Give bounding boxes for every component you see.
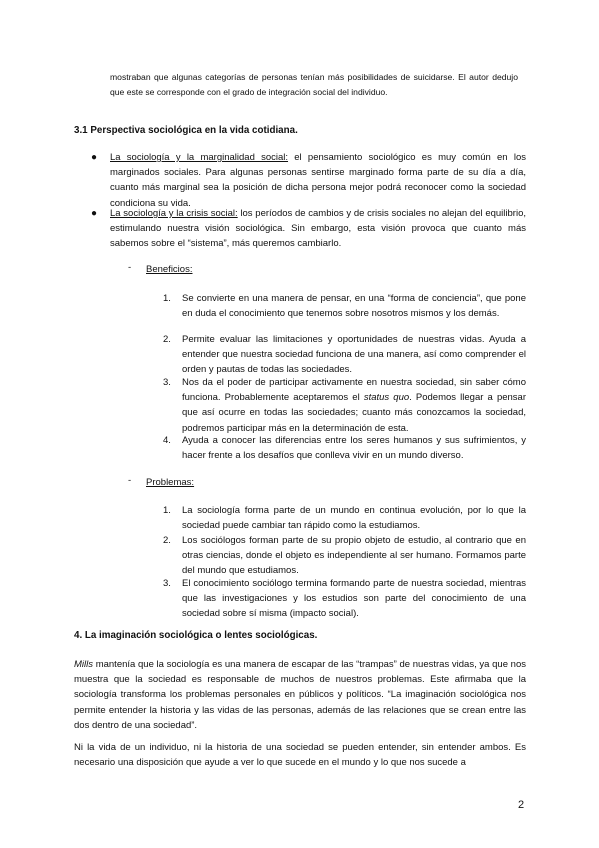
subsection-title-beneficios: Beneficios: xyxy=(146,264,193,275)
list-number: 4. xyxy=(163,435,171,446)
mills-italic: Mills xyxy=(74,659,93,670)
problem-item-1: La sociología forma parte de un mundo en continua evolución, por lo que la sociedad puede cambiar tan rápido como la estudiamos. xyxy=(182,505,526,532)
list-number: 1. xyxy=(163,293,171,304)
section-heading-3-1: 3.1 Perspectiva sociológica en la vida cotidiana. xyxy=(74,125,298,136)
bullet-item-marginalidad xyxy=(110,150,526,211)
bullet-text: los períodos de cambios y de crisis sociales no alejan del equilibrio, estimulando nuestra visión sociológica. Sin embargo, esta visión provoca que cuanto más sabemos sobre el “sistema”, más queremos cambiarlo. xyxy=(110,208,526,250)
section-heading-4: 4. La imaginación sociológica o lentes sociológicas. xyxy=(74,630,318,641)
bullet-item-crisis xyxy=(110,206,526,252)
benefit-item-4: Ayuda a conocer las diferencias entre los seres humanos y sus sufrimientos, y hacer frente a los desafíos que conlleva vivir en un mundo diverso. xyxy=(182,435,526,462)
benefit-item-2: Permite evaluar las limitaciones y oportunidades de nuestras vidas. Ayuda a entender que nuestra sociedad funciona de una manera, así como comprender el orden y pautas de todas las sociedades. xyxy=(182,334,526,376)
subsection-title-problemas: Problemas: xyxy=(146,477,195,488)
bullet-marker: ● xyxy=(91,152,98,163)
list-number: 2. xyxy=(163,334,171,345)
dash-marker: - xyxy=(128,475,132,486)
paragraph-text: mantenía que la sociología es una manera de escapar de las “trampas” de nuestras vidas, ya que nos muestra que la sociedad es responsable de muchos de nuestros problemas. Este afirmaba que la sociología transforma los problemas personales en públicos y políticos. “La imaginación sociológica nos permite entender la historia y las vidas de las personas, además de las relaciones que se crean entre las dos dentro de una sociedad”. xyxy=(74,659,526,731)
benefit-item-3 xyxy=(182,375,526,436)
benefit-text: Nos da el poder de participar activamente en nuestra sociedad, sin saber cómo funciona. Probablemente aceptaremos el xyxy=(182,377,526,404)
list-number: 2. xyxy=(163,535,171,546)
status-quo-italic: status quo xyxy=(363,392,410,404)
benefit-item-1: Se convierte en una manera de pensar, en una “forma de conciencia”, que pone en duda el conocimiento que tenemos sobre nosotros mismos y los demás. xyxy=(182,293,526,320)
bullet-title: La sociología y la marginalidad social: xyxy=(110,152,289,163)
bullet-title: La sociología y la crisis social: xyxy=(110,208,238,219)
mills-paragraph xyxy=(74,657,526,733)
list-number: 3. xyxy=(163,377,171,388)
bullet-marker: ● xyxy=(91,208,98,219)
benefit-text: . Podemos llegar a pensar que así ocurre en todas las sociedades; cuanto más conozcamos la sociedad, podremos participar más en la determinación de esta. xyxy=(182,392,526,434)
problem-item-3: El conocimiento sociólogo termina formando parte de nuestra sociedad, mientras que las investigaciones y los estudios son parte del conocimiento de una sociedad sobre sí misma (impacto social). xyxy=(182,578,526,620)
problem-item-2: Los sociólogos forman parte de su propio objeto de estudio, al contrario que en otras ciencias, donde el objeto es independiente al ser humano. Formamos parte del mundo que estudiamos. xyxy=(182,535,526,577)
intro-paragraph: mostraban que algunas categorías de personas tenían más posibilidades de suicidarse. El autor dedujo que este se corresponde con el grado de integración social del individuo. xyxy=(110,72,518,97)
page-number: 2 xyxy=(518,799,525,811)
dash-marker: - xyxy=(128,262,132,273)
list-number: 3. xyxy=(163,578,171,589)
bullet-text: el pensamiento sociológico es muy común en los marginados sociales. Para algunas personas sentirse marginado forma parte de su día a día, cuanto más marginal sea la posición de dicha persona mejor podrá reconocer como la sociedad condiciona su vida. xyxy=(110,152,526,209)
list-number: 1. xyxy=(163,505,171,516)
individual-paragraph: Ni la vida de un individuo, ni la historia de una sociedad se pueden entender, sin entender ambos. Es necesario una disposición que ayude a ver lo que sucede en el mundo y lo que nos sucede a xyxy=(74,742,526,769)
